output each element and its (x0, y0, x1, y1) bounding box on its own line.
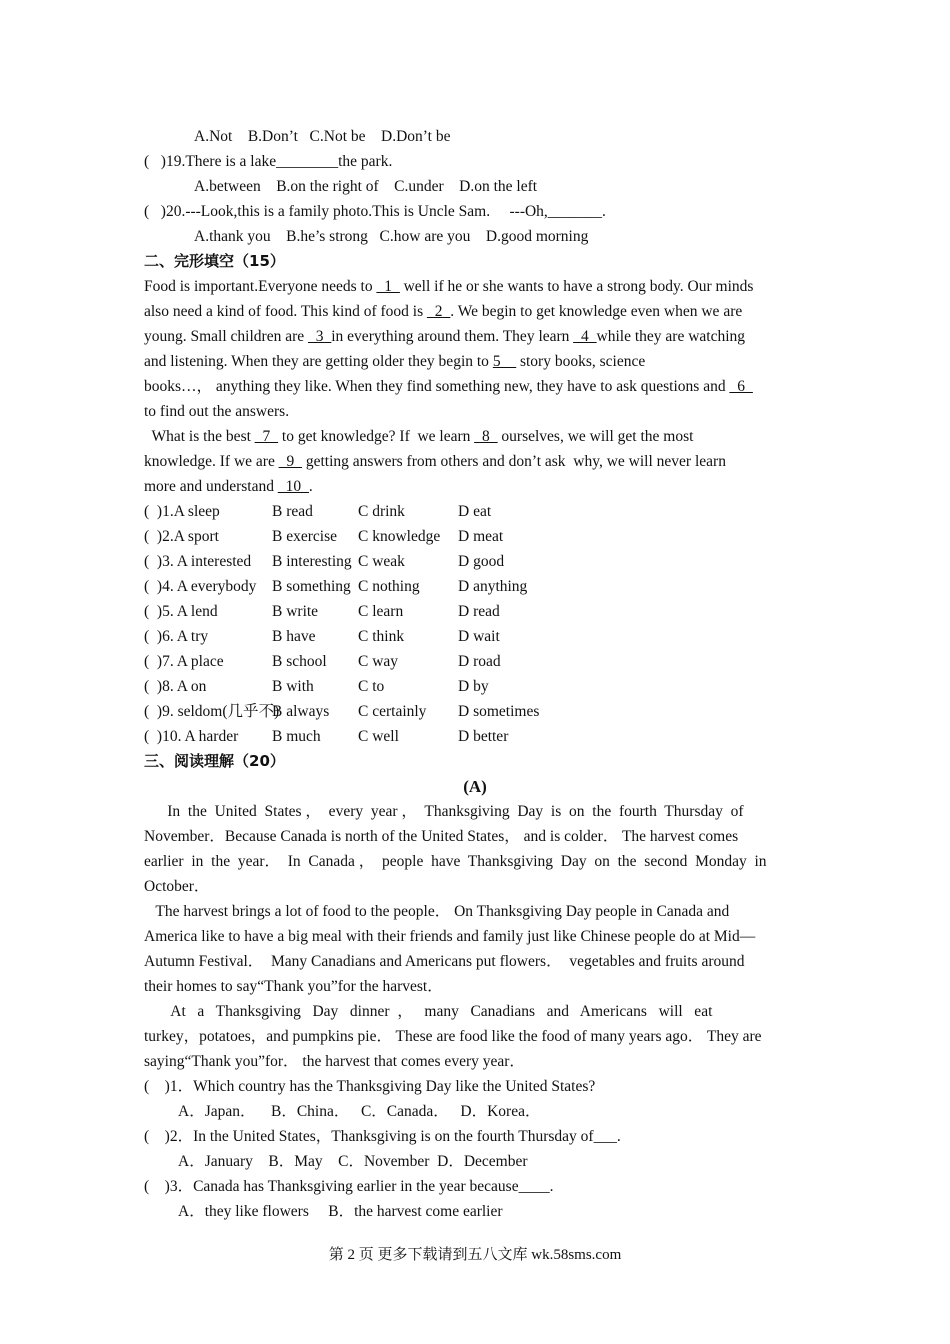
paragraph-line: earlier in the year． In Canada ， people have Thanksgiving Day on the second Monday in (144, 853, 767, 870)
cloze-line (144, 449, 806, 474)
paragraph-line: At a Thanksgiving Day dinner ， many Canadians and Americans will eat (144, 1003, 713, 1020)
paragraph-line: turkey，potatoes，and pumpkins pie． These are food like the food of many years ago． They are (144, 1028, 762, 1045)
cloze-option: D sometimes (458, 703, 540, 720)
cloze-text: . We begin to get knowledge even when we are (450, 303, 743, 320)
cloze-question-row (144, 574, 806, 599)
cloze-text: in everything around them. They learn (331, 328, 574, 345)
cloze-blank: 5__ (492, 353, 517, 370)
cloze-question-row (144, 724, 806, 749)
page-footer: 第 2 页 更多下载请到五八文库 wk.58sms.com (328, 1247, 622, 1263)
cloze-text: and listening. When they are getting older they begin to (144, 353, 493, 370)
cloze-text: What is the best (144, 428, 255, 445)
reading-heading: 三、阅读理解（20） (144, 752, 285, 770)
reading-paragraph-3 (144, 999, 806, 1074)
cloze-text: well if he or she wants to have a strong body. Our minds (399, 278, 754, 295)
cloze-option: ( )10. A harder (144, 728, 239, 745)
cloze-option: ( )7. A place (144, 653, 224, 670)
cloze-line (144, 424, 806, 449)
cloze-text: ourselves, we will get the most (497, 428, 694, 445)
cloze-question-row (144, 674, 806, 699)
reading-paragraph-2 (144, 899, 806, 999)
paragraph-line: In the United States ， every year ， Thanksgiving Day is on the fourth Thursday of (144, 803, 744, 820)
cloze-option: C think (358, 628, 405, 645)
cloze-option: D meat (458, 528, 504, 545)
q20-options: A.thank you B.he’s strong C.how are you D.good morning (194, 228, 589, 245)
cloze-option: D read (458, 603, 500, 620)
reading-q2-options: A．January B．May C．November D．December (178, 1153, 528, 1170)
cloze-option: B with (272, 678, 314, 695)
reading-q3-options: A．they like flowers B．the harvest come earlier (178, 1203, 503, 1220)
cloze-text: story books, science (516, 353, 646, 370)
cloze-line (144, 299, 806, 324)
cloze-option: B read (272, 503, 313, 520)
cloze-option: ( )9. seldom(几乎不) (144, 703, 280, 720)
cloze-blank: _1_ (376, 278, 400, 295)
cloze-blank: _8_ (474, 428, 498, 445)
cloze-blank: _10_ (277, 478, 309, 495)
cloze-line (144, 274, 806, 299)
reading-q1: ( )1．Which country has the Thanksgiving Day like the United States? (144, 1078, 596, 1095)
paragraph-line: saying“Thank you”for． the harvest that comes every year． (144, 1053, 525, 1070)
cloze-option: ( )2.A sport (144, 528, 219, 545)
cloze-line (144, 374, 806, 399)
cloze-option: B write (272, 603, 319, 620)
cloze-text: Food is important.Everyone needs to (144, 278, 377, 295)
q19-options: A.between B.on the right of C.under D.on the left (194, 178, 538, 195)
cloze-option: ( )3. A interested (144, 553, 252, 570)
cloze-option: B interesting (272, 553, 352, 570)
paragraph-line: The harvest brings a lot of food to the people． On Thanksgiving Day people in Canada and (144, 903, 730, 920)
cloze-option: D by (458, 678, 489, 695)
cloze-option: D good (458, 553, 505, 570)
paragraph-line: Autumn Festival． Many Canadians and Americans put flowers． vegetables and fruits around (144, 953, 745, 970)
cloze-option: C way (358, 653, 399, 670)
cloze-text: young. Small children are (144, 328, 308, 345)
cloze-passage (144, 274, 806, 499)
cloze-heading: 二、完形填空（15） (144, 252, 285, 270)
cloze-blank: _6_ (729, 378, 753, 395)
cloze-option: B exercise (272, 528, 337, 545)
cloze-text: also need a kind of food. This kind of food is (144, 303, 427, 320)
cloze-blank: _4_ (573, 328, 597, 345)
cloze-text: knowledge. If we are (144, 453, 279, 470)
cloze-text: getting answers from others and don’t ask why, we will never learn (301, 453, 726, 470)
cloze-blank: _7_ (254, 428, 279, 445)
cloze-option: D road (458, 653, 501, 670)
cloze-option: C certainly (358, 703, 427, 720)
cloze-text: more and understand (144, 478, 278, 495)
paragraph-line: November．Because Canada is north of the United States， and is colder． The harvest comes (144, 828, 739, 845)
cloze-text: to get knowledge? If we learn (278, 428, 475, 445)
cloze-text: . (308, 478, 313, 495)
cloze-text: to find out the answers. (144, 403, 290, 420)
cloze-question-row (144, 549, 806, 574)
cloze-option: D better (458, 728, 509, 745)
paragraph-line: October． (144, 878, 210, 895)
cloze-text: books…， anything they like. When they find something new, they have to ask questions and (144, 378, 730, 395)
reading-q3: ( )3．Canada has Thanksgiving earlier in the year because____. (144, 1178, 554, 1195)
reading-q1-options: A．Japan． B．China． C．Canada． D．Korea． (178, 1103, 541, 1120)
cloze-question-row (144, 599, 806, 624)
cloze-option: ( )5. A lend (144, 603, 218, 620)
cloze-question-row (144, 624, 806, 649)
cloze-option: C nothing (358, 578, 420, 595)
cloze-option: ( )6. A try (144, 628, 209, 645)
cloze-question-row (144, 699, 806, 724)
cloze-option: C drink (358, 503, 405, 520)
cloze-option: B have (272, 628, 316, 645)
exam-page (144, 124, 806, 1224)
cloze-line (144, 349, 806, 374)
cloze-option: D wait (458, 628, 500, 645)
cloze-text: while they are watching (596, 328, 746, 345)
paragraph-line: America like to have a big meal with their friends and family just like Chinese people do at Mid— (144, 928, 756, 945)
reading-paragraph-1 (144, 799, 806, 899)
cloze-option: B always (272, 703, 330, 720)
cloze-option: C to (358, 678, 385, 695)
cloze-blank: _2_ (426, 303, 451, 320)
cloze-option: ( )4. A everybody (144, 578, 257, 595)
cloze-option: B school (272, 653, 327, 670)
cloze-option: ( )1.A sleep (144, 503, 220, 520)
cloze-question-row (144, 524, 806, 549)
paragraph-line: their homes to say“Thank you”for the harvest． (144, 978, 443, 995)
cloze-blank: _9_ (278, 453, 302, 470)
cloze-blank: _3_ (308, 328, 332, 345)
cloze-option: ( )8. A on (144, 678, 207, 695)
cloze-line (144, 324, 806, 349)
passage-a-title: (A) (463, 777, 487, 796)
q18-options: A.Not B.Don’t C.Not be D.Don’t be (194, 128, 451, 145)
q20-question: ( )20.---Look,this is a family photo.This is Uncle Sam. ---Oh,_______. (144, 203, 606, 220)
cloze-line (144, 399, 806, 424)
cloze-line (144, 474, 806, 499)
q19-question: ( )19.There is a lake________the park. (144, 153, 393, 170)
cloze-option: B something (272, 578, 351, 595)
cloze-option: C weak (358, 553, 405, 570)
cloze-option: C well (358, 728, 399, 745)
cloze-option: C knowledge (358, 528, 441, 545)
reading-q2: ( )2．In the United States，Thanksgiving is on the fourth Thursday of___. (144, 1128, 621, 1145)
cloze-option: D eat (458, 503, 492, 520)
cloze-option: D anything (458, 578, 528, 595)
cloze-questions (144, 499, 806, 749)
cloze-option: C learn (358, 603, 404, 620)
cloze-question-row (144, 649, 806, 674)
cloze-option: B much (272, 728, 321, 745)
cloze-question-row (144, 499, 806, 524)
